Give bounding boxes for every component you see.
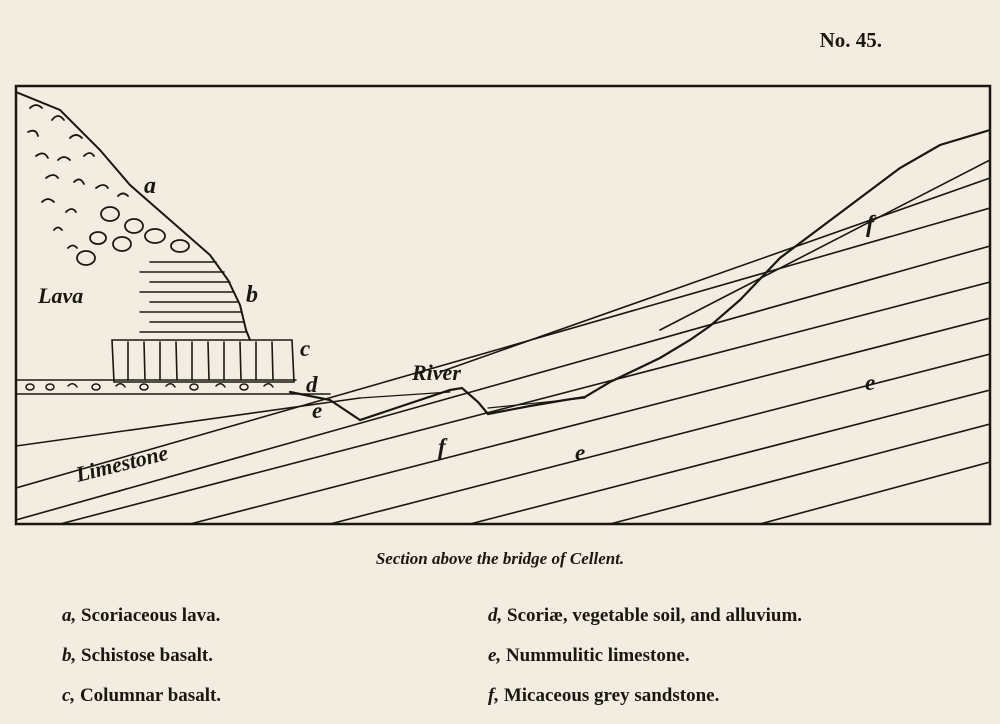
- label-e-bottom: e: [575, 440, 586, 465]
- legend-item-b: [62, 645, 213, 667]
- legend-key: a,: [62, 605, 77, 626]
- legend-key: f,: [488, 685, 500, 706]
- legend-item-d: [488, 605, 802, 627]
- legend-text: Columnar basalt.: [79, 685, 222, 706]
- legend-item-f: [488, 685, 719, 707]
- label-lava: Lava: [38, 283, 84, 308]
- legend-key: e,: [488, 645, 502, 666]
- label-e-left: e: [312, 398, 323, 423]
- label-a: a: [144, 173, 156, 199]
- label-f-top: f: [866, 212, 874, 238]
- schistose-basalt-lines: [140, 262, 246, 332]
- label-d: d: [306, 372, 318, 397]
- label-b: b: [246, 282, 258, 308]
- label-limestone: Limestone: [73, 439, 171, 487]
- legend-key: d,: [488, 605, 503, 626]
- legend-key: c,: [62, 685, 76, 706]
- legend-item-e: [488, 645, 690, 667]
- legend: [0, 605, 1000, 715]
- strata-lines: [16, 160, 990, 524]
- scoria-blocks: [28, 105, 189, 265]
- label-f-bottom: f: [438, 434, 446, 459]
- legend-text: Nummulitic limestone.: [505, 645, 690, 666]
- legend-item-a: [62, 605, 220, 627]
- columnar-basalt-block: [112, 340, 294, 382]
- legend-key: b,: [62, 645, 77, 666]
- label-river: River: [412, 360, 461, 385]
- label-e-right: e: [865, 370, 876, 395]
- label-c: c: [300, 336, 311, 361]
- legend-text: Scoriæ, vegetable soil, and alluvium.: [507, 605, 803, 626]
- legend-text: Micaceous grey sandstone.: [503, 685, 720, 706]
- legend-item-c: [62, 685, 221, 707]
- figure-caption: Section above the bridge of Cellent.: [375, 549, 625, 568]
- legend-text: Schistose basalt.: [81, 645, 213, 666]
- plate-number: No. 45.: [819, 28, 882, 52]
- legend-text: Scoriaceous lava.: [81, 605, 221, 626]
- river-water-line: [360, 392, 585, 408]
